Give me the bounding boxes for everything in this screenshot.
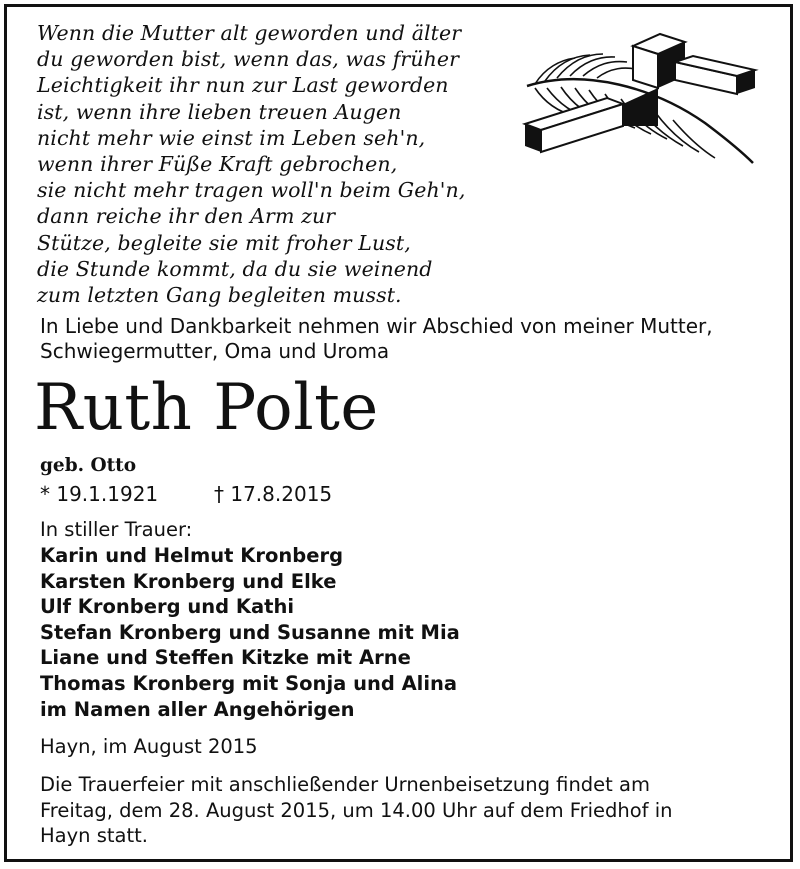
maiden-name: geb. Otto bbox=[40, 455, 137, 476]
cross-with-palm-branch-icon bbox=[515, 28, 765, 173]
poem-line: die Stunde kommt, da du sie weinend bbox=[37, 256, 433, 281]
mourning-heading: In stiller Trauer: bbox=[40, 518, 193, 541]
mourner-name: im Namen aller Angehörigen bbox=[40, 697, 355, 721]
deceased-name: Ruth Polte bbox=[34, 371, 379, 445]
intro-text bbox=[40, 314, 770, 364]
birth-date: * 19.1.1921 bbox=[40, 482, 159, 506]
mourner-name: Karin und Helmut Kronberg bbox=[40, 544, 344, 567]
intro-line: Schwiegermutter, Oma und Uroma bbox=[40, 339, 390, 363]
mourner-name: Ulf Kronberg und Kathi bbox=[40, 595, 295, 619]
place-date: Hayn, im August 2015 bbox=[40, 735, 258, 758]
intro-line: In Liebe und Dankbarkeit nehmen wir Abschied von meiner Mutter, bbox=[40, 314, 713, 338]
mourners-list bbox=[40, 543, 460, 722]
poem-line: sie nicht mehr tragen woll'n beim Geh'n, bbox=[37, 178, 466, 203]
poem-line: nicht mehr wie einst im Leben seh'n, bbox=[37, 125, 426, 150]
funeral-info bbox=[40, 772, 770, 849]
funeral-line: Die Trauerfeier mit anschließender Urnenbeisetzung findet am bbox=[40, 773, 650, 796]
funeral-line: Hayn statt. bbox=[40, 824, 148, 847]
mourner-name: Stefan Kronberg und Susanne mit Mia bbox=[40, 620, 460, 644]
death-date: † 17.8.2015 bbox=[214, 482, 333, 506]
poem-line: wenn ihrer Füße Kraft gebrochen, bbox=[37, 152, 398, 177]
poem-line: dann reiche ihr den Arm zur bbox=[37, 204, 336, 229]
poem-line: du geworden bist, wenn das, was früher bbox=[37, 47, 460, 72]
poem-line: Stütze, begleite sie mit froher Lust, bbox=[37, 230, 411, 255]
mourner-name: Liane und Steffen Kitzke mit Arne bbox=[40, 646, 411, 670]
poem-line: zum letzten Gang begleiten musst. bbox=[37, 283, 402, 308]
life-dates bbox=[40, 481, 333, 507]
poem-line: ist, wenn ihre lieben treuen Augen bbox=[37, 99, 402, 124]
funeral-line: Freitag, dem 28. August 2015, um 14.00 Uhr auf dem Friedhof in bbox=[40, 798, 673, 822]
mourner-name: Karsten Kronberg und Elke bbox=[40, 569, 337, 593]
poem bbox=[37, 20, 517, 308]
poem-line: Leichtigkeit ihr nun zur Last geworden bbox=[37, 73, 449, 98]
poem-line: Wenn die Mutter alt geworden und älter bbox=[37, 21, 462, 45]
mourner-name: Thomas Kronberg mit Sonja und Alina bbox=[40, 671, 458, 695]
